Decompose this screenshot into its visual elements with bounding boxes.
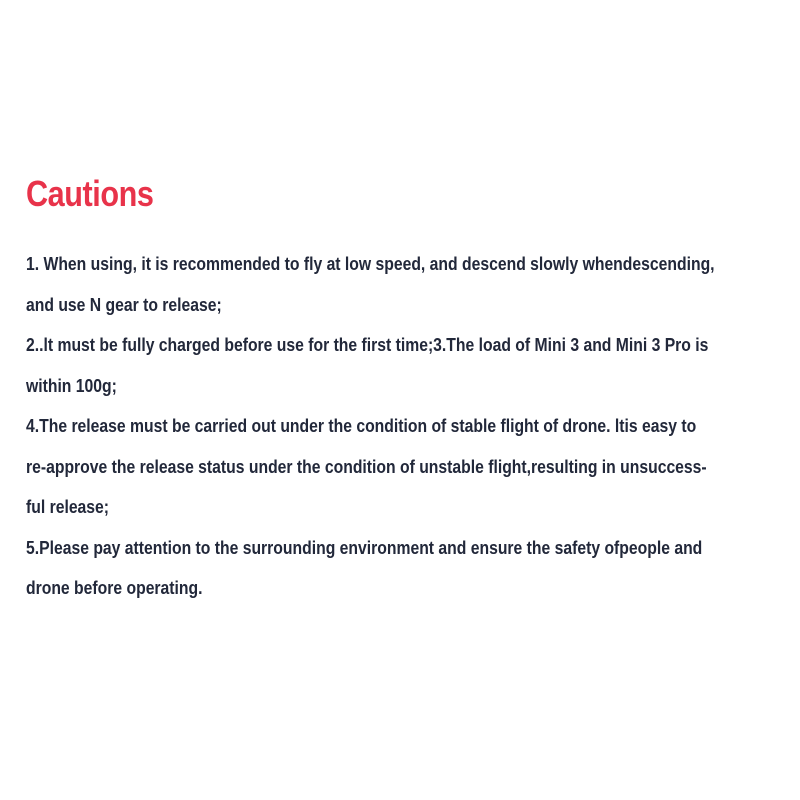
caution-line: drone before operating. <box>26 577 203 598</box>
caution-line: 1. When using, it is recommended to fly at low speed, and descend slowly whendescending, <box>26 253 715 274</box>
caution-line: within 100g; <box>26 374 117 396</box>
cautions-text <box>26 244 774 609</box>
caution-line: 5.Please pay attention to the surrounding environment and ensure the safety ofpeople and <box>26 536 703 558</box>
caution-line: re-approve the release status under the condition of unstable flight,resulting in unsuccess- <box>26 455 707 477</box>
page-title: Cautions <box>26 173 154 214</box>
caution-line: and use N gear to release; <box>26 293 222 315</box>
caution-line: 2..lt must be fully charged before use for the first time;3.The load of Mini 3 and Mini 3 Pro is <box>26 334 709 355</box>
caution-line: ful release; <box>26 496 110 517</box>
caution-line: 4.The release must be carried out under the condition of stable flight of drone. ltis easy to <box>26 415 697 436</box>
